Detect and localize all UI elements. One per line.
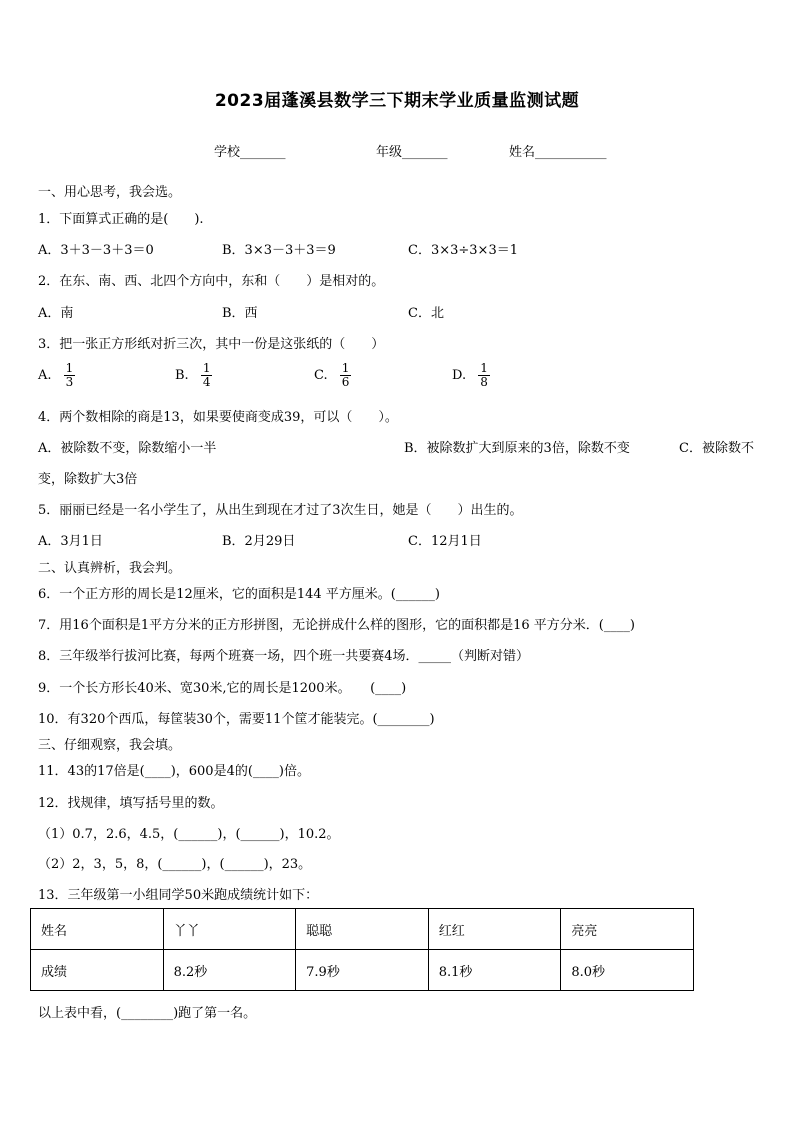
question-10: 10．有320个西瓜，每筐装30个，需要11个筐才能装完。(________)	[38, 712, 435, 727]
section-3-heading: 三、仔细观察，我会填。	[38, 738, 182, 753]
q1-option-b: B．3×3－3＋3＝9	[222, 243, 336, 258]
fraction-one-eighth: $\frac{1}{8}$	[480, 361, 488, 389]
section-2-heading: 二、认真辨析，我会判。	[38, 561, 182, 576]
page-title: 2023届蓬溪县数学三下期末学业质量监测试题	[214, 91, 580, 111]
question-12-sequence-2: （2）2，3，5，8，(______)，(______)，23。	[38, 857, 312, 872]
name-field: 姓名___________	[509, 145, 607, 160]
table-cell: 7.9秒	[296, 950, 429, 991]
q3-option-c-label: C.	[314, 368, 328, 383]
question-5: 5．丽丽已经是一名小学生了，从出生到现在才过了3次生日，她是（ ）出生的。	[38, 503, 523, 518]
question-11: 11．43的17倍是(____)，600是4的(____)倍。	[38, 764, 310, 779]
q2-option-b: B．西	[222, 306, 258, 321]
q3-option-d-label: D.	[452, 368, 467, 383]
q4-option-c-continued: 变，除数扩大3倍	[38, 472, 138, 487]
table-cell: 8.1秒	[428, 950, 561, 991]
school-field: 学校_______	[214, 145, 286, 160]
question-13-answer: 以上表中看，(________)跑了第一名。	[38, 1006, 257, 1021]
q3-option-b	[175, 362, 212, 389]
question-12: 12．找规律，填写括号里的数。	[38, 796, 224, 811]
fraction-one-third: $\frac{1}{3}$	[65, 361, 74, 389]
q2-option-a: A．南	[38, 306, 74, 321]
q4-option-a: A．被除数不变，除数缩小一半	[38, 441, 217, 456]
grade-field: 年级_______	[376, 145, 448, 160]
table-cell: 成绩	[31, 950, 164, 991]
q3-option-a	[38, 362, 75, 389]
q2-option-c: C．北	[408, 306, 444, 321]
table-cell: 姓名	[31, 909, 164, 950]
section-1-heading: 一、用心思考，我会选。	[38, 185, 182, 200]
q1-option-c: C．3×3÷3×3＝1	[408, 243, 518, 258]
table-cell: 红红	[428, 909, 561, 950]
table-cell: 聪聪	[296, 909, 429, 950]
table-row	[31, 909, 694, 950]
q3-option-a-label: A.	[38, 368, 52, 383]
q4-option-c: C．被除数不	[679, 441, 754, 456]
q3-option-d	[452, 362, 490, 389]
fraction-one-quarter: $\frac{1}{4}$	[202, 361, 211, 389]
table-row	[31, 950, 694, 991]
q1-option-a: A．3＋3－3＋3＝0	[38, 243, 154, 258]
question-4: 4．两个数相除的商是13，如果要使商变成39，可以（ ）。	[38, 410, 398, 425]
q5-option-c: C．12月1日	[408, 534, 482, 549]
q3-option-c	[314, 362, 351, 389]
question-8: 8．三年级举行拔河比赛，每两个班赛一场，四个班一共要赛4场．_____（判断对错）	[38, 649, 530, 664]
running-results-table	[30, 908, 694, 991]
q5-option-a: A．3月1日	[38, 534, 103, 549]
question-7: 7．用16个面积是1平方分米的正方形拼图，无论拼成什么样的图形，它的面积都是16 平方分米．(____)	[38, 618, 635, 633]
q3-option-b-label: B.	[175, 368, 189, 383]
table-cell: 8.2秒	[163, 950, 296, 991]
question-2: 2．在东、南、西、北四个方向中，东和（ ）是相对的。	[38, 274, 385, 289]
question-3: 3．把一张正方形纸对折三次，其中一份是这张纸的（ ）	[38, 337, 385, 352]
table-cell: 8.0秒	[561, 950, 694, 991]
table-cell: 亮亮	[561, 909, 694, 950]
fraction-one-sixth: $\frac{1}{6}$	[341, 361, 350, 389]
question-1: 1．下面算式正确的是( ).	[38, 212, 204, 227]
table-cell: 丫丫	[163, 909, 296, 950]
question-12-sequence-1: （1）0.7，2.6，4.5，(______)，(______)，10.2。	[38, 827, 340, 842]
q4-option-b: B．被除数扩大到原来的3倍，除数不变	[404, 441, 630, 456]
question-9: 9．一个长方形长40米、宽30米,它的周长是1200米。 (____)	[38, 681, 407, 696]
q5-option-b: B．2月29日	[222, 534, 296, 549]
question-6: 6．一个正方形的周长是12厘米，它的面积是144 平方厘米。(______)	[38, 587, 440, 602]
question-13: 13．三年级第一小组同学50米跑成绩统计如下：	[38, 888, 319, 903]
